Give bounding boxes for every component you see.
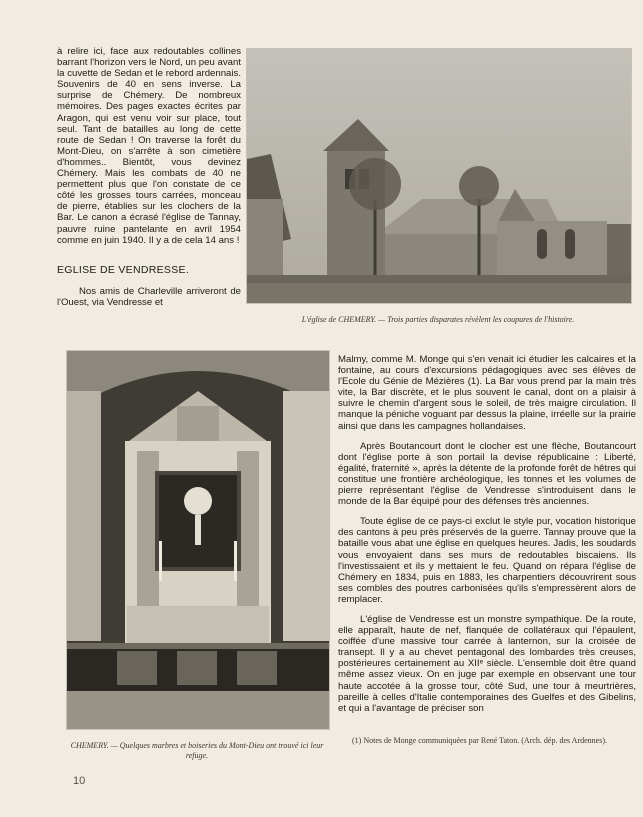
page-number: 10	[73, 775, 86, 787]
right-paragraph-2: Après Boutancourt dont le clocher est une flèche, Boutancourt dont l'église porte à son portail la devise républicaine : Liberté, égalité, fraternité », après la détente de la profonde forêt de hêtres qui constitue une frontière archéologique, les tonnes et les volumes de pierre représentant l'église de Vendresse s'introduisent dans le monde de la Bar équipé pour des défenses très anciennes.	[338, 440, 636, 508]
right-column	[338, 354, 636, 714]
intro-column	[57, 46, 241, 246]
section-heading: EGLISE DE VENDRESSE.	[57, 264, 190, 276]
church-exterior-caption: L'église de CHEMERY. — Trois parties disparates révèlent les coupures de l'histoire.	[301, 315, 575, 324]
church-interior-caption: CHEMERY. — Quelques marbres et boiseries du Mont-Dieu ont trouvé ici leur refuge.	[70, 741, 324, 760]
footnote: (1) Notes de Monge communiquées par René Taton. (Arch. dép. des Ardennes).	[352, 736, 607, 745]
right-paragraph-3: Toute église de ce pays-ci exclut le style pur, vocation historique des cantons à peu près préservés de la guerre. Tannay prouve que la bataille vous abat une église en quelques heures. Jadis, les soudards vous envoyaient dans ses murs de redoutables biscaiens. Ils l'investissaient et ils y mettaient le feu. Quand on répara l'église de Chémery en 1834, puis en 1883, les charpentiers découvrirent sous ses combles des poutres carbonisées qu'ils s'empressèrent alors de remplacer.	[338, 516, 636, 605]
right-paragraph-1: Malmy, comme M. Monge qui s'en venait ici étudier les calcaires et la fontaine, au cours d'excursions pédagogiques avec ses élèves de l'Ecole du Génie de Mézières (1). La Bar vous prend par la main très vite, la Bar discrète, et le plus souvent le canal, dont on a plaisir à suivre le chemin d'argent sous le soleil, de très maigre circulation. Il manque la péniche voguant par dessus la plaine, irréelle sur la prairie ainsi que dans les campagnes hollandaises.	[338, 354, 636, 432]
section-intro-column	[57, 286, 241, 308]
right-paragraph-4: L'église de Vendresse est un monstre sympathique. De la route, elle apparaît, haute de nef, flanquée de collatéraux qui l'épaulent, coiffée d'une massive tour carrée à lanternon, sur la croisée de transept. Il y a au chevet pentagonal des lombardes très creuses, postérieures certainement au XIIᵉ siècle. L'ensemble doit être quand même assez vieux. On en juge par exemple en observant une tour haute accotée à la grosse tour, côté Sud, une tour à meurtrières, pareille à celles d'Italie contemporaines des Guelfes et des Gibelins, et qui a l'avantage de préciser son	[338, 613, 636, 714]
church-exterior-photo	[246, 48, 632, 304]
church-interior-photo	[66, 350, 330, 730]
intro-paragraph: à relire ici, face aux redoutables collines barrant l'horizon vers le Nord, un peu avant la cuvette de Sedan et le rebord ardennais. Souvenirs de 40 en sens inverse. La surprise de Chémery. De nombreux mémoires. Des pages exactes écrites par Aragon, qui est venu voir sur place, tout seul. Tant de batailles au long de cette route de Sedan ! On traverse la forêt du Mont-Dieu, on s'arrête à son cimetière d'hommes.. Bientôt, vous devinez Chémery. Mais les combats de 40 ne permettent plus que l'on constate de ce côté les grosses tours carrées, monceau de pierre, établies sur les clochers de la Bar. Le canon a écrasé l'église de Tannay, pauvre ruine pantelante en avril 1954 comme en juin 1940. Il y a de cela 14 ans !	[57, 46, 241, 246]
section-intro-paragraph: Nos amis de Charleville arriveront de l'Ouest, via Vendresse et	[57, 286, 241, 309]
